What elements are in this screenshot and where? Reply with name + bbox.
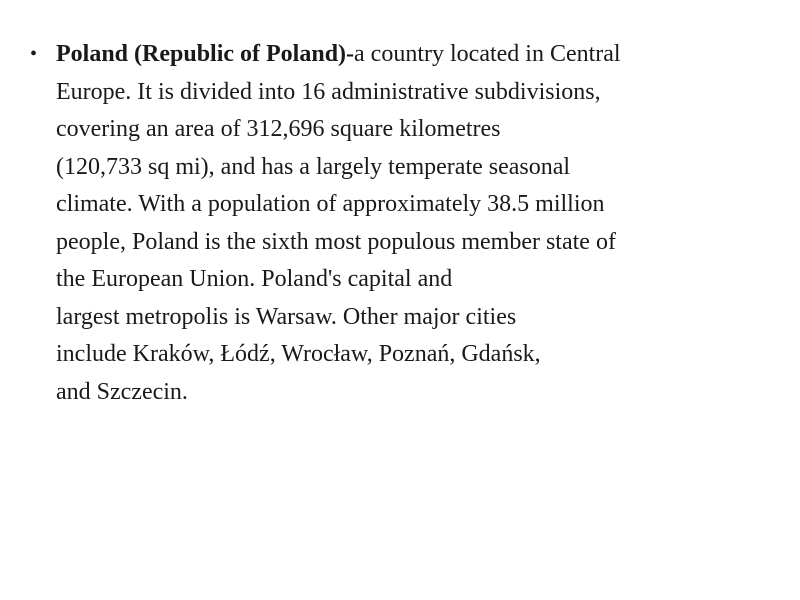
paragraph-line: people, Poland is the sixth most populous member state of (56, 228, 616, 255)
paragraph-line: the European Union. Poland's capital and (56, 266, 453, 292)
paragraph-line (56, 36, 795, 74)
bullet-paragraph (56, 36, 795, 411)
paragraph-line: covering an area of 312,696 square kilometres (56, 116, 501, 142)
paragraph-line: Europe. It is divided into 16 administrative subdivisions, (56, 78, 601, 105)
paragraph-line: climate. With a population of approximately 38.5 million (56, 191, 605, 217)
paragraph-line: largest metropolis is Warsaw. Other major cities (56, 303, 517, 330)
paragraph-line: (120,733 sq mi), and has a largely temperate seasonal (56, 153, 571, 180)
paragraph-line-text: a country located in Central (354, 41, 621, 67)
paragraph-line: and Szczecin. (56, 378, 188, 405)
bold-term: Poland (Republic of Poland)- (56, 41, 355, 67)
paragraph-line: include Kraków, Łódź, Wrocław, Poznań, Gdańsk, (56, 341, 541, 367)
bullet-list-item (30, 36, 795, 411)
bullet-icon: • (30, 43, 38, 65)
